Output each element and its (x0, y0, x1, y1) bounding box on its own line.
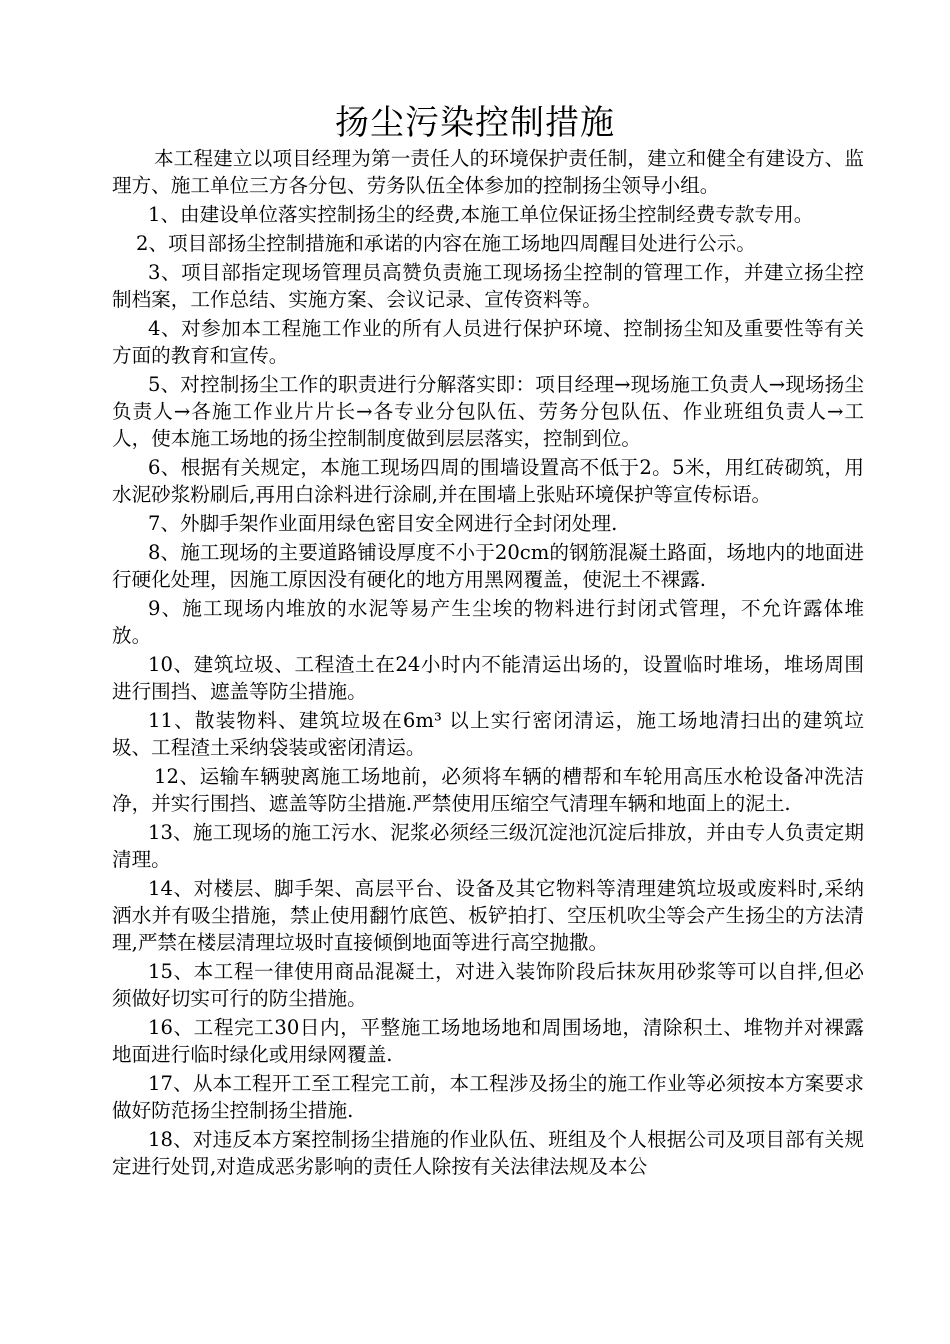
document-title: 扬尘污染控制措施 (335, 103, 615, 143)
paragraph-6: 6、根据有关规定，本施工现场四周的围墙设置高不低于2。5米，用红砖砌筑，用水泥砂浆粉刷后,再用白涂料进行涂刷,并在围墙上张贴环境保护等宣传标语。 (112, 456, 864, 506)
paragraph-14: 14、对楼层、脚手架、高层平台、设备及其它物料等清理建筑垃圾或废料时,采纳洒水并有吸尘措施，禁止使用翻竹底笆、板铲拍打、空压机吹尘等会产生扬尘的方法清理,严禁在楼层清理垃圾时直接倾倒地面等进行高空抛撒。 (112, 877, 864, 954)
paragraph-11: 11、散装物料、建筑垃圾在6m³ 以上实行密闭清运，施工场地清扫出的建筑垃圾、工程渣土采纳袋装或密闭清运。 (112, 709, 864, 759)
paragraph-15: 15、本工程一律使用商品混凝土，对进入装饰阶段后抹灰用砂浆等可以自拌,但必须做好切实可行的防尘措施。 (112, 960, 864, 1010)
paragraph-4: 4、对参加本工程施工作业的所有人员进行保护环境、控制扬尘知及重要性等有关方面的教育和宣传。 (112, 317, 864, 367)
paragraph-8: 8、施工现场的主要道路铺设厚度不小于20cm的钢筋混凝土路面，场地内的地面进行硬化处理，因施工原因没有硬化的地方用黑网覆盖，使泥土不裸露. (112, 541, 864, 591)
paragraph-intro: 本工程建立以项目经理为第一责任人的环境保护责任制，建立和健全有建设方、监理方、施工单位三方各分包、劳务队伍全体参加的控制扬尘领导小组。 (112, 147, 864, 197)
paragraph-18: 18、对违反本方案控制扬尘措施的作业队伍、班组及个人根据公司及项目部有关规定进行处罚,对造成恶劣影响的责任人除按有关法律法规及本公 (112, 1128, 864, 1178)
paragraph-10: 10、建筑垃圾、工程渣土在24小时内不能清运出场的，设置临时堆场，堆场周围进行围挡、遮盖等防尘措施。 (112, 653, 864, 703)
paragraph-1: 1、由建设单位落实控制扬尘的经费,本施工单位保证扬尘控制经费专款专用。 (148, 203, 814, 226)
paragraph-3: 3、项目部指定现场管理员高赞负责施工现场扬尘控制的管理工作，并建立扬尘控制档案，工作总结、实施方案、会议记录、宣传资料等。 (112, 261, 864, 311)
paragraph-13: 13、施工现场的施工污水、泥浆必须经三级沉淀池沉淀后排放，并由专人负责定期清理。 (112, 821, 864, 871)
paragraph-7: 7、外脚手架作业面用绿色密目安全网进行全封闭处理. (148, 512, 618, 535)
paragraph-12: 12、运输车辆驶离施工场地前，必须将车辆的槽帮和车轮用高压水枪设备冲洗洁净，并实行围挡、遮盖等防尘措施.严禁使用压缩空气清理车辆和地面上的泥土. (112, 765, 864, 815)
paragraph-9: 9、施工现场内堆放的水泥等易产生尘埃的物料进行封闭式管理，不允许露体堆放。 (112, 597, 864, 647)
paragraph-5: 5、对控制扬尘工作的职责进行分解落实即：项目经理→现场施工负责人→现场扬尘负责人→各施工作业片片长→各专业分包队伍、劳务分包队伍、作业班组负责人→工人，使本施工场地的扬尘控制制度做到层层落实，控制到位。 (112, 373, 864, 450)
document-body (112, 145, 864, 1182)
paragraph-17: 17、从本工程开工至工程完工前，本工程涉及扬尘的施工作业等必须按本方案要求做好防范扬尘控制扬尘措施. (112, 1072, 864, 1122)
paragraph-16: 16、工程完工30日内，平整施工场地场地和周围场地，清除积土、堆物并对裸露地面进行临时绿化或用绿网覆盖. (112, 1016, 864, 1066)
paragraph-2: 2、项目部扬尘控制措施和承诺的内容在施工场地四周醒目处进行公示。 (136, 232, 756, 255)
